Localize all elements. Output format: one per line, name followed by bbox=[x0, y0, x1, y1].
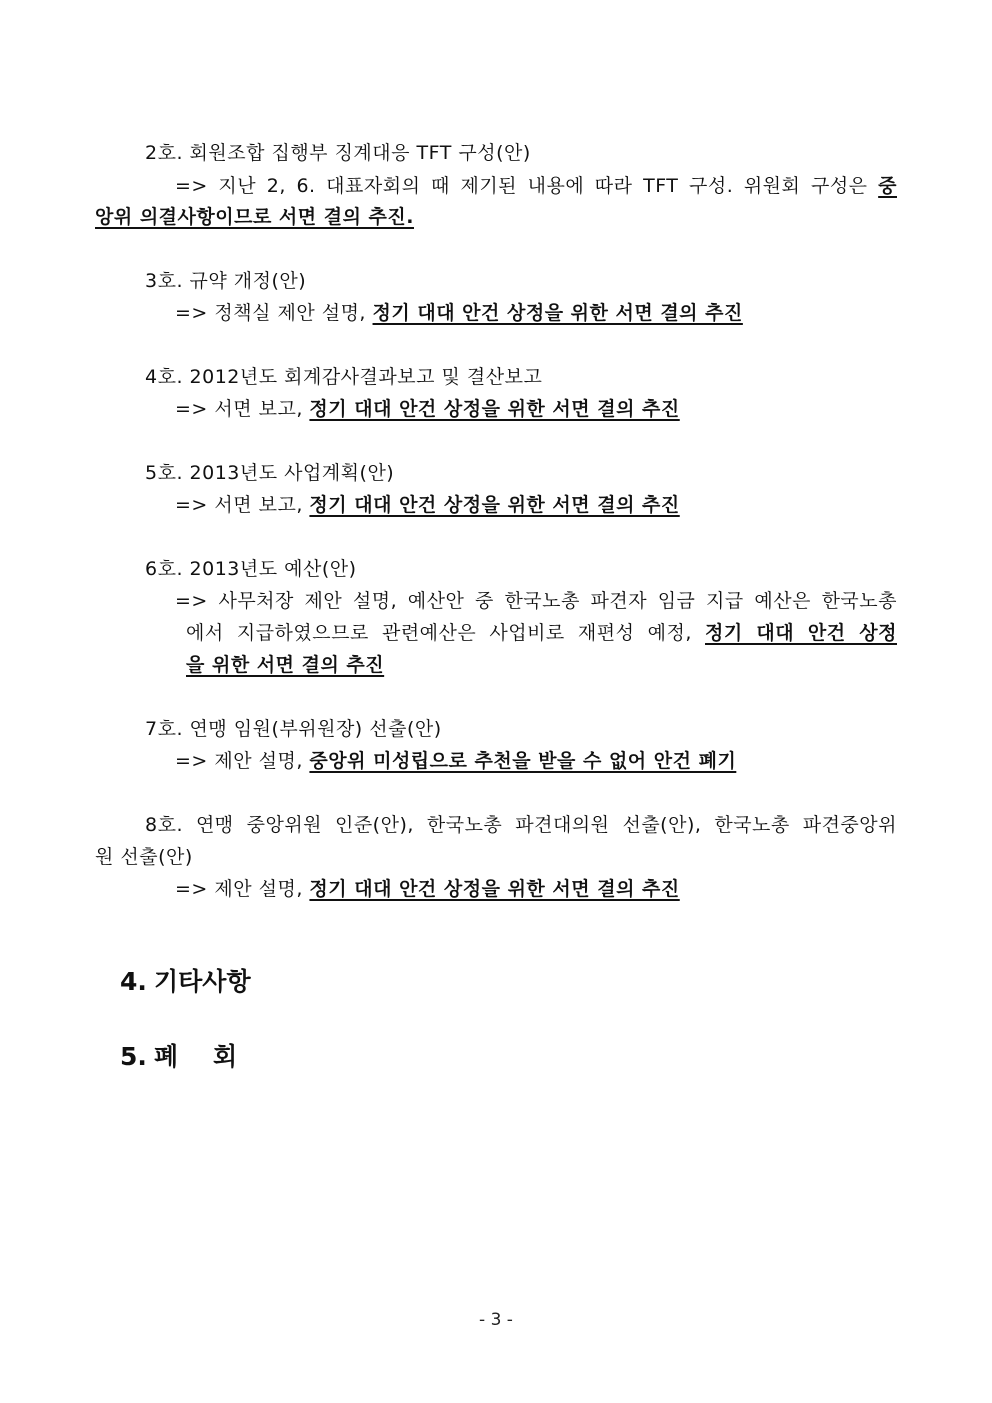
page-number: - 3 - bbox=[479, 1310, 513, 1330]
item-2-detail-line2: 앙위 의결사항이므로 서면 결의 추진. bbox=[95, 206, 414, 228]
section-5-label: 폐 회 bbox=[154, 1042, 238, 1071]
section-4-number: 4. bbox=[120, 967, 147, 996]
item-8-title-line2: 원 선출(안) bbox=[95, 846, 193, 868]
section-4-heading bbox=[120, 966, 251, 998]
item-4-title: 4호. 2012년도 회계감사결과보고 및 결산보고 bbox=[145, 366, 543, 388]
item-4-detail-plain: => 서면 보고, bbox=[175, 398, 310, 420]
item-5-title: 5호. 2013년도 사업계획(안) bbox=[145, 462, 395, 484]
item-3-title: 3호. 규약 개정(안) bbox=[145, 270, 307, 292]
item-8-title-line1: 8호. 연맹 중앙위원 인준(안), 한국노총 파견대의원 선출(안), 한국노총 파견중앙위 bbox=[145, 814, 897, 836]
item-2-detail-plain: => 지난 2, 6. 대표자회의 때 제기된 내용에 따라 TFT 구성. 위원회 구성은 bbox=[175, 175, 879, 197]
item-7-detail-emph: 중앙위 미성립으로 추천을 받을 수 없어 안건 폐기 bbox=[309, 750, 737, 772]
item-8-detail bbox=[175, 876, 680, 902]
item-6-detail-line3: 을 위한 서면 결의 추진 bbox=[186, 654, 385, 676]
item-8-detail-plain: => 제안 설명, bbox=[175, 878, 310, 900]
item-3-detail bbox=[175, 300, 743, 326]
item-2-title: 2호. 회원조합 집행부 징계대응 TFT 구성(안) bbox=[145, 142, 531, 164]
item-4-detail-emph: 정기 대대 안건 상정을 위한 서면 결의 추진 bbox=[309, 398, 680, 420]
section-5-heading bbox=[120, 1041, 237, 1073]
item-6-detail-line2-plain: 에서 지급하였으므로 관련예산은 사업비로 재편성 예정, bbox=[186, 622, 706, 644]
item-5-detail-emph: 정기 대대 안건 상정을 위한 서면 결의 추진 bbox=[309, 494, 680, 516]
item-7-title: 7호. 연맹 임원(부위원장) 선출(안) bbox=[145, 718, 442, 740]
section-5-number: 5. bbox=[120, 1042, 147, 1071]
item-6-detail-line2-emph: 정기 대대 안건 상정 bbox=[705, 622, 897, 644]
item-3-detail-plain: => 정책실 제안 설명, bbox=[175, 302, 373, 324]
item-2-detail-line1 bbox=[175, 173, 897, 199]
item-6-title: 6호. 2013년도 예산(안) bbox=[145, 558, 357, 580]
item-5-detail-plain: => 서면 보고, bbox=[175, 494, 310, 516]
section-4-label: 기타사항 bbox=[154, 967, 251, 996]
item-2-detail-emph-a: 중 bbox=[878, 175, 897, 197]
item-7-detail bbox=[175, 748, 736, 774]
item-6-detail-line1: => 사무처장 제안 설명, 예산안 중 한국노총 파견자 임금 지급 예산은 한국노총 bbox=[175, 590, 897, 612]
item-7-detail-plain: => 제안 설명, bbox=[175, 750, 310, 772]
item-5-detail bbox=[175, 492, 680, 518]
item-4-detail bbox=[175, 396, 680, 422]
item-3-detail-emph: 정기 대대 안건 상정을 위한 서면 결의 추진 bbox=[372, 302, 743, 324]
item-8-detail-emph: 정기 대대 안건 상정을 위한 서면 결의 추진 bbox=[309, 878, 680, 900]
item-6-detail-line2 bbox=[186, 620, 897, 646]
